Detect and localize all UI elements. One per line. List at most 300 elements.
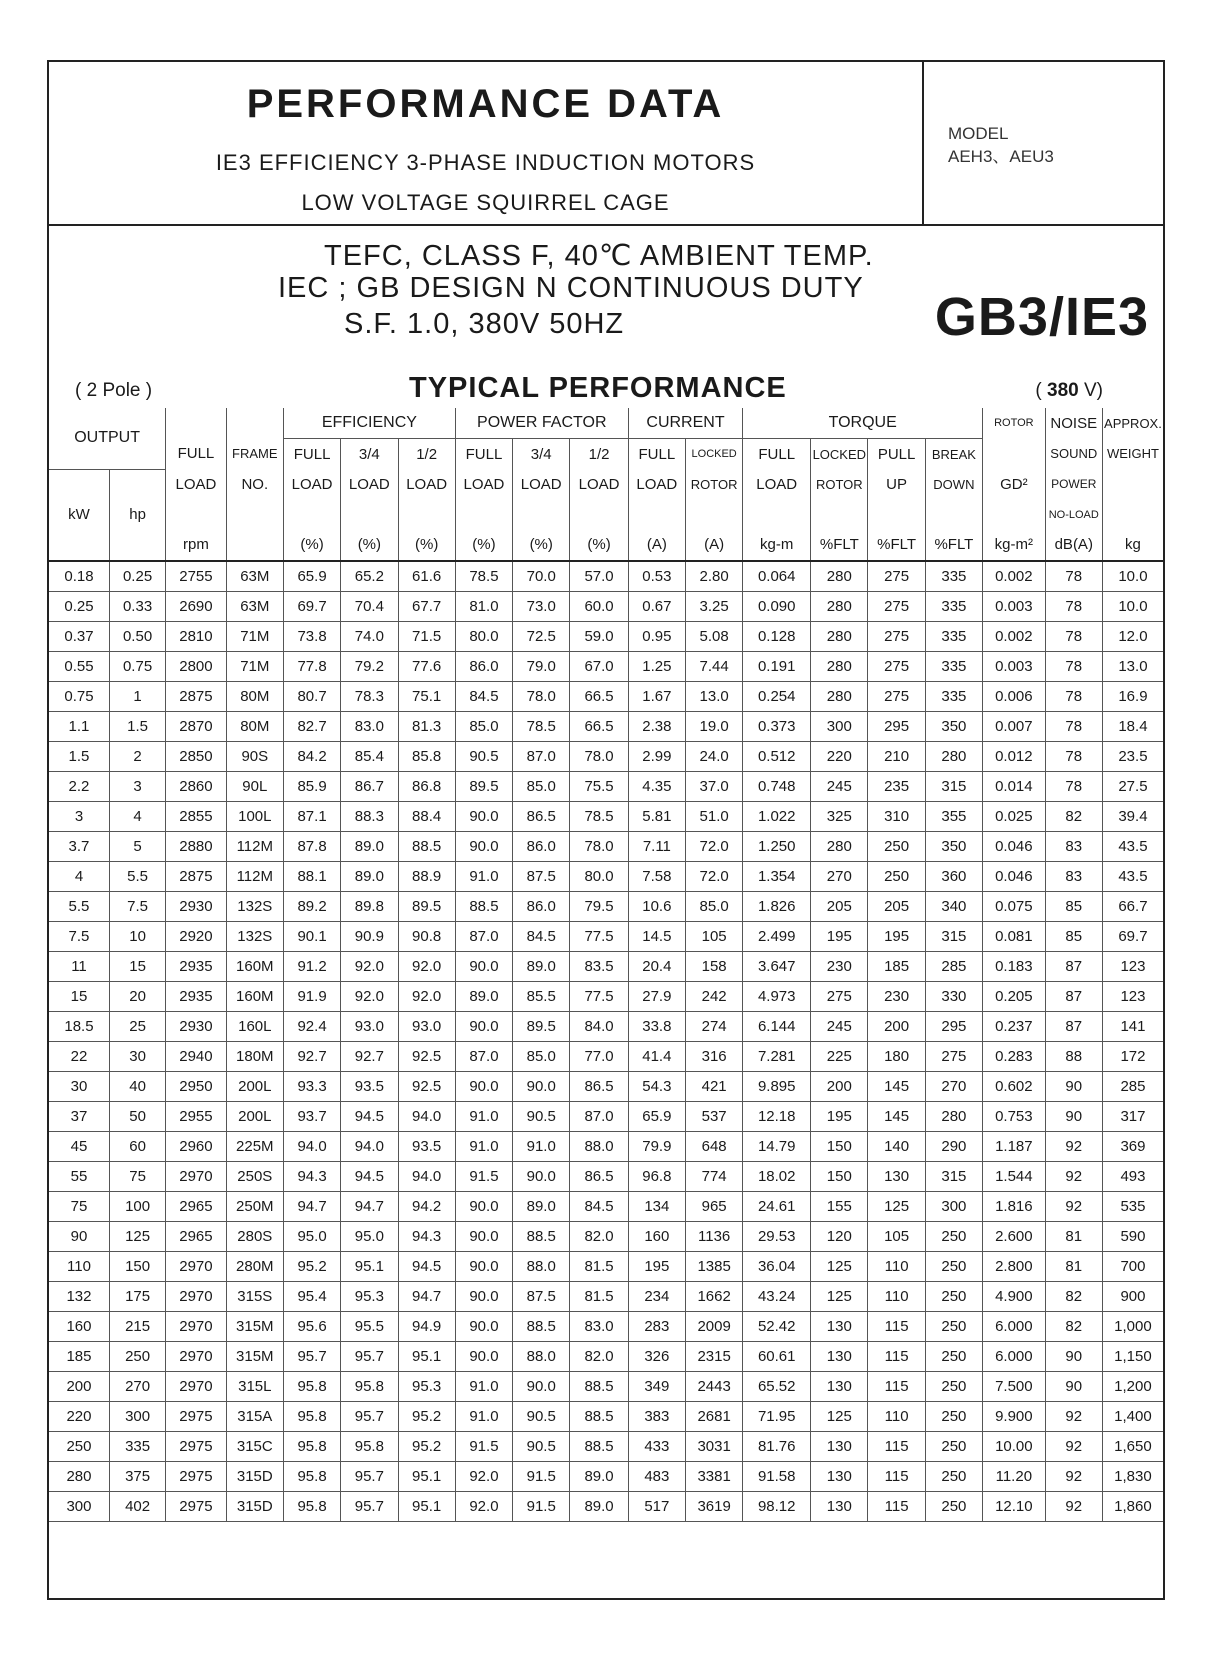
cell-tq-break: 250 — [925, 1401, 982, 1431]
pole-label: ( 2 Pole ) — [75, 380, 153, 401]
cell-pf-full: 78.5 — [455, 561, 512, 592]
cell-cur-full: 79.9 — [628, 1131, 685, 1161]
table-row — [49, 981, 1163, 1011]
cell-noise: 78 — [1045, 741, 1102, 771]
table-row — [49, 1131, 1163, 1161]
cell-rpm: 2970 — [166, 1311, 226, 1341]
header-eff-12: 1/2 — [398, 439, 455, 470]
cell-tq-locked: 195 — [811, 1101, 868, 1131]
cell-tq-full: 52.42 — [743, 1311, 811, 1341]
cell-rpm: 2935 — [166, 981, 226, 1011]
cell-cur-full: 234 — [628, 1281, 685, 1311]
cell-tq-break: 250 — [925, 1221, 982, 1251]
header-blank — [166, 500, 226, 530]
cell-eff-34: 94.5 — [341, 1161, 398, 1191]
cell-eff-34: 95.7 — [341, 1341, 398, 1371]
cell-eff-34: 94.0 — [341, 1131, 398, 1161]
cell-hp: 335 — [109, 1431, 165, 1461]
cell-tq-pull: 250 — [868, 861, 925, 891]
cell-hp: 5.5 — [109, 861, 165, 891]
header-tq-full: FULL — [743, 439, 811, 470]
cell-frame: 315A — [226, 1401, 283, 1431]
cell-pf-12: 83.5 — [570, 951, 628, 981]
unit-weight: kg — [1102, 530, 1163, 561]
cell-pf-12: 88.5 — [570, 1401, 628, 1431]
cell-tq-pull: 275 — [868, 681, 925, 711]
cell-rpm: 2970 — [166, 1341, 226, 1371]
cell-weight: 10.0 — [1102, 591, 1163, 621]
header-blank — [628, 500, 685, 530]
cell-hp: 150 — [109, 1251, 165, 1281]
cell-weight: 1,860 — [1102, 1491, 1163, 1521]
cell-rpm: 2870 — [166, 711, 226, 741]
cell-eff-full: 95.4 — [283, 1281, 340, 1311]
cell-cur-locked: 2681 — [686, 1401, 743, 1431]
cell-eff-12: 92.5 — [398, 1071, 455, 1101]
cell-frame: 160M — [226, 981, 283, 1011]
cell-gd2: 0.025 — [983, 801, 1046, 831]
cell-eff-34: 92.7 — [341, 1041, 398, 1071]
header-eff-34-load: LOAD — [341, 469, 398, 500]
header-blank — [226, 500, 283, 530]
cell-tq-full: 0.748 — [743, 771, 811, 801]
cell-tq-break: 350 — [925, 711, 982, 741]
performance-caption-row — [49, 372, 1163, 412]
cell-gd2: 0.003 — [983, 591, 1046, 621]
cell-pf-34: 72.5 — [513, 621, 570, 651]
cell-rpm: 2810 — [166, 621, 226, 651]
cell-weight: 700 — [1102, 1251, 1163, 1281]
cell-tq-pull: 310 — [868, 801, 925, 831]
header-cur-full: FULL — [628, 439, 685, 470]
header-blank — [49, 469, 109, 500]
cell-pf-34: 90.0 — [513, 1161, 570, 1191]
cell-noise: 85 — [1045, 921, 1102, 951]
cell-frame: 200L — [226, 1071, 283, 1101]
cell-frame: 71M — [226, 651, 283, 681]
cell-noise: 92 — [1045, 1131, 1102, 1161]
cell-pf-12: 88.5 — [570, 1371, 628, 1401]
header-eff-full-load: LOAD — [283, 469, 340, 500]
cell-rpm: 2800 — [166, 651, 226, 681]
cell-pf-12: 75.5 — [570, 771, 628, 801]
cell-cur-locked: 1136 — [686, 1221, 743, 1251]
cell-gd2: 0.046 — [983, 861, 1046, 891]
table-row — [49, 1161, 1163, 1191]
cell-kw: 200 — [49, 1371, 109, 1401]
cell-tq-full: 0.128 — [743, 621, 811, 651]
cell-eff-full: 94.7 — [283, 1191, 340, 1221]
cell-kw: 300 — [49, 1491, 109, 1521]
cell-hp: 125 — [109, 1221, 165, 1251]
cell-frame: 112M — [226, 831, 283, 861]
cell-pf-12: 89.0 — [570, 1461, 628, 1491]
cell-noise: 90 — [1045, 1101, 1102, 1131]
cell-rpm: 2960 — [166, 1131, 226, 1161]
header-approx: APPROX. — [1102, 408, 1163, 439]
cell-pf-full: 91.0 — [455, 1131, 512, 1161]
cell-cur-full: 96.8 — [628, 1161, 685, 1191]
cell-kw: 2.2 — [49, 771, 109, 801]
cell-pf-34: 88.0 — [513, 1341, 570, 1371]
header-gd2: GD² — [983, 469, 1046, 500]
header-blank — [1102, 500, 1163, 530]
cell-frame: 71M — [226, 621, 283, 651]
cell-eff-full: 77.8 — [283, 651, 340, 681]
model-box — [924, 62, 1163, 224]
header-blank — [49, 530, 109, 561]
cell-pf-34: 87.5 — [513, 1281, 570, 1311]
cell-weight: 900 — [1102, 1281, 1163, 1311]
cell-tq-break: 250 — [925, 1281, 982, 1311]
cell-pf-12: 84.5 — [570, 1191, 628, 1221]
cell-cur-full: 2.99 — [628, 741, 685, 771]
header-blank — [811, 500, 868, 530]
cell-pf-12: 81.5 — [570, 1251, 628, 1281]
cell-eff-34: 95.8 — [341, 1371, 398, 1401]
cell-tq-break: 335 — [925, 561, 982, 592]
cell-cur-locked: 3.25 — [686, 591, 743, 621]
cell-tq-locked: 300 — [811, 711, 868, 741]
table-row — [49, 1101, 1163, 1131]
header-blank — [570, 500, 628, 530]
cell-tq-locked: 130 — [811, 1431, 868, 1461]
cell-weight: 1,200 — [1102, 1371, 1163, 1401]
cell-eff-12: 92.0 — [398, 981, 455, 1011]
table-row — [49, 1491, 1163, 1521]
cell-cur-full: 1.25 — [628, 651, 685, 681]
cell-eff-34: 89.8 — [341, 891, 398, 921]
cell-gd2: 1.544 — [983, 1161, 1046, 1191]
cell-gd2: 0.205 — [983, 981, 1046, 1011]
cell-pf-12: 79.5 — [570, 891, 628, 921]
cell-eff-full: 95.2 — [283, 1251, 340, 1281]
cell-tq-break: 250 — [925, 1341, 982, 1371]
header-pf-12-load: LOAD — [570, 469, 628, 500]
cell-pf-34: 91.5 — [513, 1461, 570, 1491]
cell-cur-full: 517 — [628, 1491, 685, 1521]
cell-noise: 90 — [1045, 1071, 1102, 1101]
cell-rpm: 2975 — [166, 1431, 226, 1461]
cell-frame: 315D — [226, 1491, 283, 1521]
cell-tq-full: 91.58 — [743, 1461, 811, 1491]
cell-kw: 3.7 — [49, 831, 109, 861]
cell-cur-locked: 3381 — [686, 1461, 743, 1491]
cell-eff-34: 86.7 — [341, 771, 398, 801]
table-row — [49, 1341, 1163, 1371]
unit-cur-full: (A) — [628, 530, 685, 561]
cell-gd2: 4.900 — [983, 1281, 1046, 1311]
cell-pf-12: 86.5 — [570, 1161, 628, 1191]
cell-pf-12: 82.0 — [570, 1221, 628, 1251]
table-row — [49, 831, 1163, 861]
cell-eff-34: 70.4 — [341, 591, 398, 621]
cell-pf-12: 66.5 — [570, 681, 628, 711]
cell-tq-pull: 115 — [868, 1341, 925, 1371]
performance-table — [49, 408, 1163, 1522]
header-pf-full: FULL — [455, 439, 512, 470]
voltage-close: V) — [1078, 380, 1103, 401]
cell-hp: 4 — [109, 801, 165, 831]
cell-pf-34: 73.0 — [513, 591, 570, 621]
cell-hp: 1 — [109, 681, 165, 711]
cell-eff-12: 94.0 — [398, 1101, 455, 1131]
cell-eff-34: 95.5 — [341, 1311, 398, 1341]
cell-pf-34: 88.5 — [513, 1221, 570, 1251]
cell-pf-full: 90.0 — [455, 1251, 512, 1281]
cell-tq-full: 0.191 — [743, 651, 811, 681]
title-area — [49, 62, 924, 224]
cell-tq-full: 7.281 — [743, 1041, 811, 1071]
cell-hp: 100 — [109, 1191, 165, 1221]
cell-tq-break: 275 — [925, 1041, 982, 1071]
cell-eff-34: 85.4 — [341, 741, 398, 771]
cell-pf-34: 86.5 — [513, 801, 570, 831]
cell-tq-break: 315 — [925, 921, 982, 951]
cell-tq-locked: 280 — [811, 681, 868, 711]
cell-frame: 315C — [226, 1431, 283, 1461]
cell-tq-pull: 110 — [868, 1401, 925, 1431]
cell-eff-full: 85.9 — [283, 771, 340, 801]
cell-tq-full: 98.12 — [743, 1491, 811, 1521]
cell-tq-locked: 130 — [811, 1491, 868, 1521]
cell-eff-full: 95.0 — [283, 1221, 340, 1251]
cell-gd2: 1.816 — [983, 1191, 1046, 1221]
header-full: FULL — [166, 439, 226, 470]
cell-hp: 270 — [109, 1371, 165, 1401]
header-tq-locked-rotor: ROTOR — [811, 469, 868, 500]
unit-pf-12: (%) — [570, 530, 628, 561]
cell-hp: 60 — [109, 1131, 165, 1161]
performance-data-sheet — [47, 60, 1165, 1600]
cell-cur-locked: 5.08 — [686, 621, 743, 651]
cell-tq-locked: 130 — [811, 1341, 868, 1371]
cell-pf-full: 92.0 — [455, 1461, 512, 1491]
cell-kw: 132 — [49, 1281, 109, 1311]
cell-eff-34: 94.5 — [341, 1101, 398, 1131]
cell-pf-12: 77.0 — [570, 1041, 628, 1071]
cell-tq-break: 250 — [925, 1431, 982, 1461]
cell-tq-break: 355 — [925, 801, 982, 831]
cell-pf-12: 86.5 — [570, 1071, 628, 1101]
cell-eff-12: 93.0 — [398, 1011, 455, 1041]
cell-pf-full: 90.0 — [455, 1311, 512, 1341]
cell-tq-break: 280 — [925, 1101, 982, 1131]
header-kw: kW — [49, 500, 109, 530]
cell-weight: 16.9 — [1102, 681, 1163, 711]
cell-tq-full: 18.02 — [743, 1161, 811, 1191]
header-pf-full-load: LOAD — [455, 469, 512, 500]
header-blank — [226, 530, 283, 561]
cell-kw: 0.55 — [49, 651, 109, 681]
cell-tq-pull: 180 — [868, 1041, 925, 1071]
cell-tq-pull: 115 — [868, 1431, 925, 1461]
cell-noise: 92 — [1045, 1401, 1102, 1431]
cell-cur-full: 4.35 — [628, 771, 685, 801]
cell-tq-locked: 325 — [811, 801, 868, 831]
cell-tq-pull: 250 — [868, 831, 925, 861]
unit-tq-break: %FLT — [925, 530, 982, 561]
cell-tq-break: 300 — [925, 1191, 982, 1221]
cell-eff-12: 95.2 — [398, 1401, 455, 1431]
cell-gd2: 6.000 — [983, 1311, 1046, 1341]
cell-frame: 280M — [226, 1251, 283, 1281]
cell-pf-12: 87.0 — [570, 1101, 628, 1131]
cell-weight: 39.4 — [1102, 801, 1163, 831]
cell-gd2: 0.046 — [983, 831, 1046, 861]
cell-tq-pull: 210 — [868, 741, 925, 771]
cell-tq-locked: 280 — [811, 561, 868, 592]
cell-rpm: 2930 — [166, 891, 226, 921]
cell-gd2: 12.10 — [983, 1491, 1046, 1521]
cell-tq-break: 350 — [925, 831, 982, 861]
cell-eff-34: 89.0 — [341, 831, 398, 861]
cell-cur-locked: 72.0 — [686, 861, 743, 891]
cell-frame: 90L — [226, 771, 283, 801]
cell-tq-pull: 115 — [868, 1371, 925, 1401]
cell-gd2: 0.014 — [983, 771, 1046, 801]
cell-tq-break: 270 — [925, 1071, 982, 1101]
cell-eff-full: 92.7 — [283, 1041, 340, 1071]
table-row — [49, 1251, 1163, 1281]
cell-rpm: 2970 — [166, 1371, 226, 1401]
cell-cur-full: 433 — [628, 1431, 685, 1461]
cell-eff-34: 78.3 — [341, 681, 398, 711]
cell-eff-12: 77.6 — [398, 651, 455, 681]
cell-pf-12: 78.0 — [570, 741, 628, 771]
cell-frame: 80M — [226, 711, 283, 741]
cell-pf-34: 91.5 — [513, 1491, 570, 1521]
table-row — [49, 1401, 1163, 1431]
header-eff-full: FULL — [283, 439, 340, 470]
cell-rpm: 2970 — [166, 1251, 226, 1281]
cell-rpm: 2970 — [166, 1281, 226, 1311]
cell-rpm: 2920 — [166, 921, 226, 951]
cell-cur-locked: 3619 — [686, 1491, 743, 1521]
cell-gd2: 10.00 — [983, 1431, 1046, 1461]
cell-pf-34: 84.5 — [513, 921, 570, 951]
cell-eff-12: 81.3 — [398, 711, 455, 741]
cell-cur-full: 195 — [628, 1251, 685, 1281]
cell-cur-full: 383 — [628, 1401, 685, 1431]
cell-tq-locked: 230 — [811, 951, 868, 981]
cell-pf-34: 90.5 — [513, 1101, 570, 1131]
cell-pf-34: 88.0 — [513, 1251, 570, 1281]
cell-tq-full: 12.18 — [743, 1101, 811, 1131]
cell-hp: 0.75 — [109, 651, 165, 681]
cell-kw: 55 — [49, 1161, 109, 1191]
cell-tq-full: 0.373 — [743, 711, 811, 741]
table-row — [49, 951, 1163, 981]
cell-pf-full: 87.0 — [455, 921, 512, 951]
table-row — [49, 1311, 1163, 1341]
cell-kw: 1.5 — [49, 741, 109, 771]
cell-eff-full: 95.7 — [283, 1341, 340, 1371]
unit-pf-full: (%) — [455, 530, 512, 561]
header-blank — [743, 500, 811, 530]
cell-eff-full: 91.9 — [283, 981, 340, 1011]
cell-tq-pull: 185 — [868, 951, 925, 981]
header-load: LOAD — [166, 469, 226, 500]
cell-tq-full: 0.512 — [743, 741, 811, 771]
cell-noise: 85 — [1045, 891, 1102, 921]
cell-kw: 110 — [49, 1251, 109, 1281]
cell-cur-full: 7.11 — [628, 831, 685, 861]
cell-pf-12: 88.5 — [570, 1431, 628, 1461]
cell-pf-12: 66.5 — [570, 711, 628, 741]
cell-gd2: 0.081 — [983, 921, 1046, 951]
cell-weight: 141 — [1102, 1011, 1163, 1041]
cell-frame: 90S — [226, 741, 283, 771]
performance-table-wrapper — [49, 408, 1163, 1522]
header-blank — [226, 408, 283, 439]
cell-eff-full: 95.8 — [283, 1431, 340, 1461]
spec-design: IEC ; GB DESIGN N CONTINUOUS DUTY — [278, 272, 864, 304]
cell-eff-34: 95.1 — [341, 1251, 398, 1281]
table-row — [49, 1461, 1163, 1491]
cell-eff-full: 94.0 — [283, 1131, 340, 1161]
cell-eff-12: 88.4 — [398, 801, 455, 831]
cell-pf-12: 88.0 — [570, 1131, 628, 1161]
cell-cur-full: 20.4 — [628, 951, 685, 981]
cell-tq-locked: 245 — [811, 1011, 868, 1041]
cell-eff-12: 94.7 — [398, 1281, 455, 1311]
cell-pf-34: 90.5 — [513, 1401, 570, 1431]
header-sound: SOUND — [1045, 439, 1102, 470]
header-blank — [283, 500, 340, 530]
cell-tq-locked: 275 — [811, 981, 868, 1011]
table-row — [49, 711, 1163, 741]
cell-eff-full: 95.8 — [283, 1461, 340, 1491]
header-tq-pull-up: UP — [868, 469, 925, 500]
cell-cur-locked: 1662 — [686, 1281, 743, 1311]
cell-hp: 30 — [109, 1041, 165, 1071]
cell-tq-locked: 280 — [811, 621, 868, 651]
cell-noise: 78 — [1045, 651, 1102, 681]
header-tq-break-down: DOWN — [925, 469, 982, 500]
cell-noise: 88 — [1045, 1041, 1102, 1071]
cell-gd2: 11.20 — [983, 1461, 1046, 1491]
cell-cur-full: 27.9 — [628, 981, 685, 1011]
cell-noise: 92 — [1045, 1431, 1102, 1461]
cell-pf-full: 81.0 — [455, 591, 512, 621]
cell-pf-34: 87.5 — [513, 861, 570, 891]
cell-noise: 87 — [1045, 1011, 1102, 1041]
cell-tq-locked: 280 — [811, 831, 868, 861]
standard-label: GB3/IE3 — [934, 287, 1149, 347]
cell-noise: 78 — [1045, 591, 1102, 621]
header-eff-12-load: LOAD — [398, 469, 455, 500]
cell-kw: 7.5 — [49, 921, 109, 951]
cell-noise: 90 — [1045, 1371, 1102, 1401]
cell-kw: 5.5 — [49, 891, 109, 921]
header-cur-locked: LOCKED — [686, 439, 743, 470]
cell-weight: 285 — [1102, 1071, 1163, 1101]
cell-hp: 215 — [109, 1311, 165, 1341]
cell-pf-12: 84.0 — [570, 1011, 628, 1041]
cell-pf-34: 85.0 — [513, 771, 570, 801]
cell-cur-full: 0.95 — [628, 621, 685, 651]
cell-weight: 535 — [1102, 1191, 1163, 1221]
cell-eff-full: 91.2 — [283, 951, 340, 981]
header-tq-full-load: LOAD — [743, 469, 811, 500]
cell-kw: 22 — [49, 1041, 109, 1071]
cell-pf-34: 86.0 — [513, 891, 570, 921]
cell-pf-12: 81.5 — [570, 1281, 628, 1311]
cell-noise: 92 — [1045, 1191, 1102, 1221]
cell-tq-locked: 280 — [811, 651, 868, 681]
cell-tq-pull: 145 — [868, 1101, 925, 1131]
